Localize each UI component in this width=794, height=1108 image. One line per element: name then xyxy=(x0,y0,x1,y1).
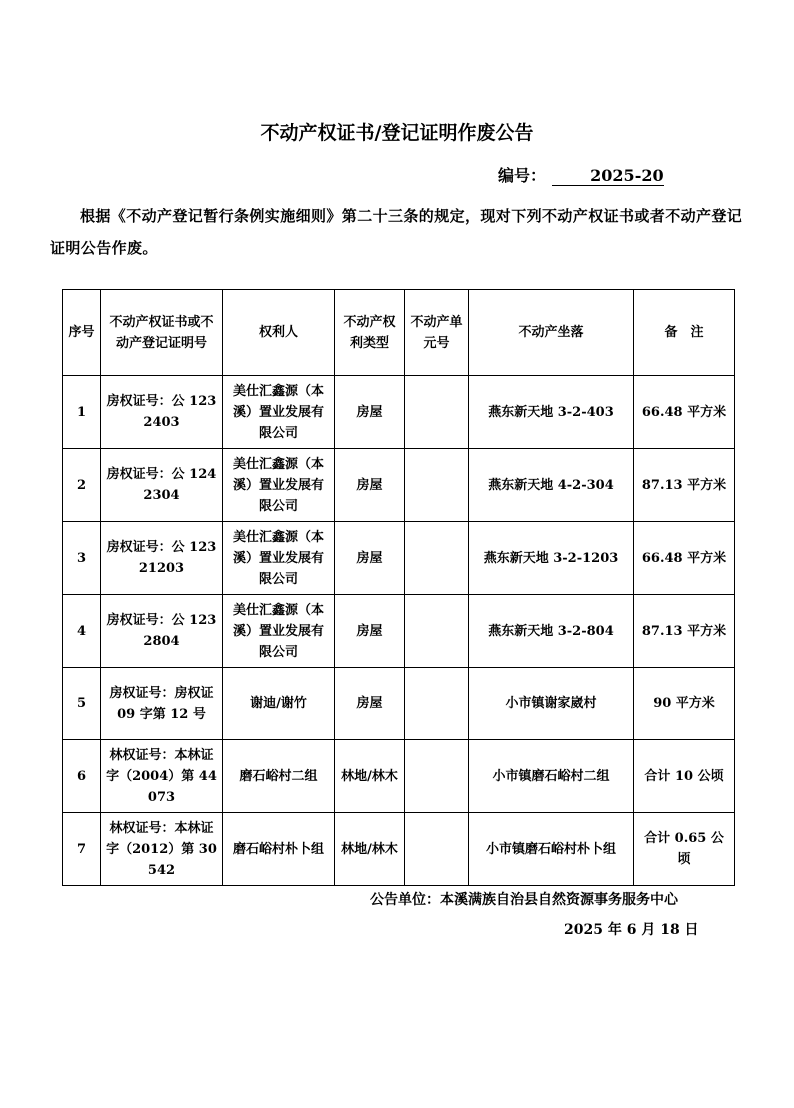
document-title: 不动产权证书/登记证明作废公告 xyxy=(260,122,534,144)
cell-index: 2 xyxy=(63,449,101,522)
cell-index: 6 xyxy=(63,740,101,813)
header-right-type: 不动产权利类型 xyxy=(335,290,405,376)
header-location: 不动产坐落 xyxy=(469,290,634,376)
cell-holder: 磨石峪村朴卜组 xyxy=(223,813,335,886)
cell-location: 燕东新天地 3-2-403 xyxy=(469,376,634,449)
header-unit-no: 不动产单元号 xyxy=(405,290,469,376)
cell-remark: 合计 0.65 公顷 xyxy=(634,813,735,886)
header-index: 序号 xyxy=(63,290,101,376)
cell-right-type: 林地/林木 xyxy=(335,740,405,813)
void-notice-table xyxy=(62,289,735,886)
cell-unit-no xyxy=(405,522,469,595)
cell-remark: 87.13 平方米 xyxy=(634,449,735,522)
cell-unit-no xyxy=(405,595,469,668)
cell-cert: 林权证号：本林证字（2012）第 30542 xyxy=(101,813,223,886)
cell-holder: 美仕汇鑫源（本溪）置业发展有限公司 xyxy=(223,522,335,595)
document-number-label: 编号： xyxy=(498,166,547,185)
cell-right-type: 房屋 xyxy=(335,668,405,740)
cell-right-type: 房屋 xyxy=(335,449,405,522)
header-holder: 权利人 xyxy=(223,290,335,376)
cell-holder: 美仕汇鑫源（本溪）置业发展有限公司 xyxy=(223,449,335,522)
cell-cert: 林权证号：本林证字（2004）第 44073 xyxy=(101,740,223,813)
cell-cert: 房权证号：公 1232403 xyxy=(101,376,223,449)
table-row xyxy=(63,522,735,595)
document-number-value: 2025-20 xyxy=(552,167,664,186)
cell-remark: 66.48 平方米 xyxy=(634,376,735,449)
cell-cert: 房权证号：公 1242304 xyxy=(101,449,223,522)
cell-right-type: 房屋 xyxy=(335,522,405,595)
cell-right-type: 林地/林木 xyxy=(335,813,405,886)
cell-right-type: 房屋 xyxy=(335,376,405,449)
cell-cert: 房权证号：公 12321203 xyxy=(101,522,223,595)
cell-unit-no xyxy=(405,376,469,449)
cell-unit-no xyxy=(405,813,469,886)
cell-index: 7 xyxy=(63,813,101,886)
cell-index: 3 xyxy=(63,522,101,595)
table-row xyxy=(63,740,735,813)
issuing-unit: 公告单位：本溪满族自治县自然资源事务服务中心 xyxy=(370,892,678,908)
cell-remark: 66.48 平方米 xyxy=(634,522,735,595)
cell-location: 燕东新天地 3-2-804 xyxy=(469,595,634,668)
header-cert: 不动产权证书或不动产登记证明号 xyxy=(101,290,223,376)
table-row xyxy=(63,813,735,886)
header-remark: 备 注 xyxy=(634,290,735,376)
cell-holder: 谢迪/谢竹 xyxy=(223,668,335,740)
cell-unit-no xyxy=(405,668,469,740)
cell-location: 燕东新天地 3-2-1203 xyxy=(469,522,634,595)
cell-unit-no xyxy=(405,740,469,813)
cell-index: 1 xyxy=(63,376,101,449)
cell-location: 小市镇磨石峪村二组 xyxy=(469,740,634,813)
document-number xyxy=(498,163,664,186)
cell-remark: 合计 10 公顷 xyxy=(634,740,735,813)
table-header-row xyxy=(63,290,735,376)
cell-right-type: 房屋 xyxy=(335,595,405,668)
issue-date: 2025 年 6 月 18 日 xyxy=(564,922,699,938)
intro-paragraph: 根据《不动产登记暂行条例实施细则》第二十三条的规定，现对下列不动产权证书或者不动产登记证明公告作废。 xyxy=(50,207,743,257)
cell-remark: 87.13 平方米 xyxy=(634,595,735,668)
cell-location: 小市镇谢家崴村 xyxy=(469,668,634,740)
table-row xyxy=(63,595,735,668)
cell-cert: 房权证号：房权证 09 字第 12 号 xyxy=(101,668,223,740)
cell-remark: 90 平方米 xyxy=(634,668,735,740)
cell-holder: 磨石峪村二组 xyxy=(223,740,335,813)
cell-index: 4 xyxy=(63,595,101,668)
cell-location: 燕东新天地 4-2-304 xyxy=(469,449,634,522)
cell-index: 5 xyxy=(63,668,101,740)
table-row xyxy=(63,376,735,449)
cell-unit-no xyxy=(405,449,469,522)
table-row xyxy=(63,668,735,740)
table-row xyxy=(63,449,735,522)
cell-cert: 房权证号：公 1232804 xyxy=(101,595,223,668)
cell-location: 小市镇磨石峪村朴卜组 xyxy=(469,813,634,886)
cell-holder: 美仕汇鑫源（本溪）置业发展有限公司 xyxy=(223,376,335,449)
cell-holder: 美仕汇鑫源（本溪）置业发展有限公司 xyxy=(223,595,335,668)
